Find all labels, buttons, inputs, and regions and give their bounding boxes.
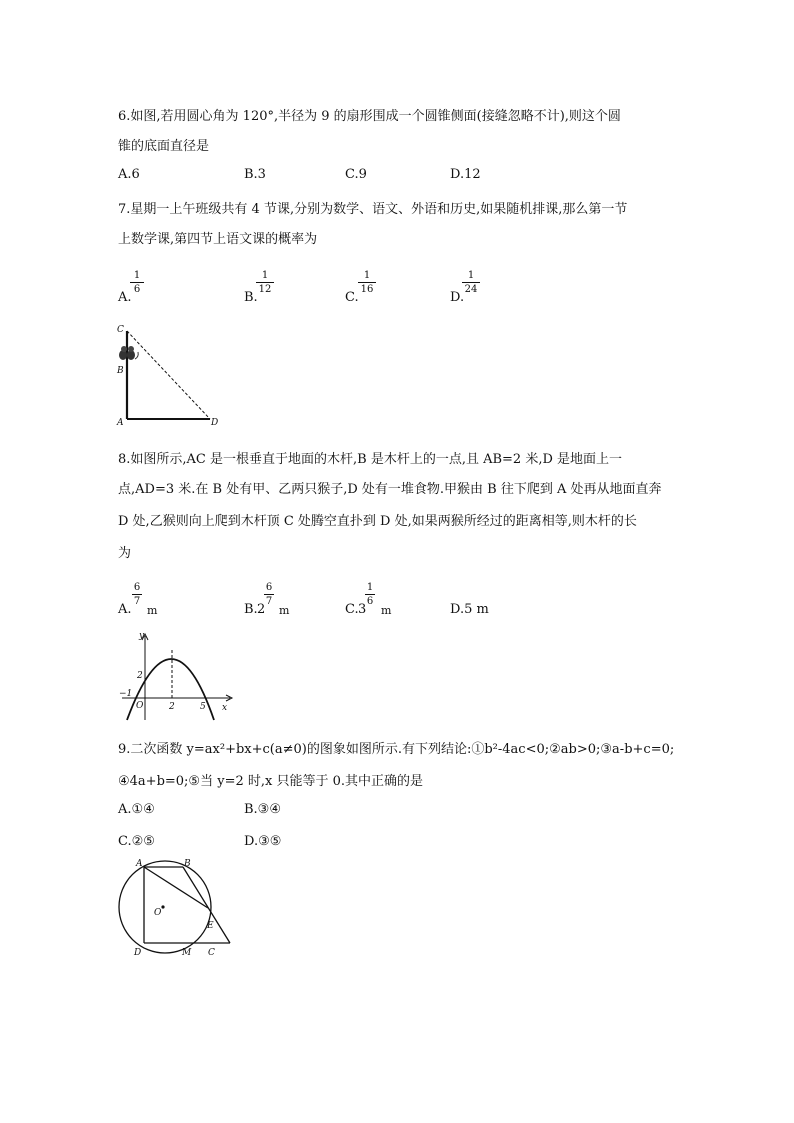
q8-line1: 8.如图所示,AC 是一根垂直于地面的木杆,B 是木杆上的一点,且 AB=2 米,D 是地面上一 [118, 452, 623, 467]
q8-jump-path [127, 331, 210, 419]
q6-line2: 锥的底面直径是 [118, 139, 210, 154]
q7-option-d-den: 24 [464, 284, 478, 295]
circle-label-o: O [154, 908, 162, 918]
q7-option-b-num: 1 [261, 270, 269, 281]
q8-option-b-whole: 2 [257, 602, 266, 617]
q8-option-c-num: 1 [366, 582, 374, 593]
q8-option-a-num: 6 [133, 582, 141, 593]
q8-option-c-fraction [365, 582, 375, 607]
segment-ae [144, 867, 208, 908]
q7-line1: 7.星期一上午班级共有 4 节课,分别为数学、语文、外语和历史,如果随机排课,那么第一节 [118, 202, 628, 217]
circle-label-a: A [136, 859, 143, 869]
q9-option-a: A.①④ [118, 802, 155, 817]
q9-label-y: y [139, 631, 145, 641]
q7-option-c-num: 1 [363, 270, 371, 281]
q9-label-neg1: −1 [119, 689, 133, 699]
q8-line3: D 处,乙猴则向上爬到木杆顶 C 处腾空直扑到 D 处,如果两猴所经过的距离相等,则木杆的长 [118, 514, 637, 529]
q8-option-b-unit: m [279, 604, 290, 617]
circle-label-b: B [184, 859, 191, 869]
monkey-icon [119, 346, 138, 360]
q8-label-a: A [117, 418, 124, 428]
q9-option-b: B.③④ [244, 802, 281, 817]
circle-label-e: E [207, 921, 214, 931]
q6-line1: 6.如图,若用圆心角为 120°,半径为 9 的扇形围成一个圆锥侧面(接缝忽略不计),则这个圆 [118, 109, 621, 124]
q8-option-b-num: 6 [265, 582, 273, 593]
q9-label-x2: 2 [169, 702, 175, 712]
q8-label-c: C [117, 325, 124, 335]
q7-option-c-den: 16 [360, 284, 374, 295]
circle-o [119, 861, 211, 953]
q7-line2: 上数学课,第四节上语文课的概率为 [118, 232, 318, 247]
q7-option-c-label: C. [345, 290, 359, 305]
q8-option-c-den: 6 [366, 596, 374, 607]
q8-option-a-den: 7 [133, 596, 141, 607]
q7-option-b-label: B. [244, 290, 258, 305]
q8-line2: 点,AD=3 米.在 B 处有甲、乙两只猴子,D 处有一堆食物.甲猴由 B 往下爬到 A 处再从地面直奔 [118, 482, 662, 497]
q9-graph [118, 632, 238, 724]
q8-label-b: B [117, 366, 124, 376]
q9-option-d: D.③⑤ [244, 834, 282, 849]
q8-option-a-unit: m [147, 604, 158, 617]
center-o-dot [161, 905, 164, 908]
q8-line4: 为 [118, 546, 132, 561]
q7-option-d-label: D. [450, 290, 465, 305]
q8-option-b-fraction [264, 582, 274, 607]
circle-label-c: C [208, 948, 215, 958]
circle-label-d: D [134, 948, 142, 958]
q9-line1: 9.二次函数 y=ax²+bx+c(a≠0)的图象如图所示.有下列结论:①b²-4ac<0;②ab>0;③a-b+c=0; [118, 742, 675, 757]
q7-option-b-fraction [256, 270, 274, 295]
q7-option-d-num: 1 [467, 270, 475, 281]
q7-option-a-num: 1 [133, 270, 141, 281]
segment-bc [183, 867, 230, 943]
q9-label-origin: O [136, 701, 144, 711]
circle-label-m: M [182, 948, 192, 958]
q6-option-c: C.9 [345, 167, 367, 182]
q8-option-a-label: A. [118, 602, 132, 617]
q8-option-a-fraction [132, 582, 142, 607]
q9-label-x: x [222, 703, 228, 713]
q9-label-x5: 5 [200, 702, 206, 712]
q7-option-a-fraction [130, 270, 144, 295]
q7-option-b-den: 12 [258, 284, 272, 295]
q9-label-y2: 2 [137, 671, 143, 681]
q9-option-c: C.②⑤ [118, 834, 155, 849]
q6-option-a: A.6 [118, 167, 140, 182]
q6-option-b: B.3 [244, 167, 266, 182]
q7-option-a-label: A. [118, 290, 132, 305]
q8-option-c-whole: 3 [358, 602, 367, 617]
q8-label-d: D [211, 418, 219, 428]
q9-line2: ④4a+b=0;⑤当 y=2 时,x 只能等于 0.其中正确的是 [118, 774, 423, 789]
q7-option-c-fraction [358, 270, 376, 295]
q8-option-b-den: 7 [265, 596, 273, 607]
q7-option-a-den: 6 [133, 284, 141, 295]
q6-option-d: D.12 [450, 167, 481, 182]
q8-option-d: D.5 m [450, 602, 489, 617]
q8-figure [115, 325, 225, 430]
q8-option-b-label: B. [244, 602, 258, 617]
q7-option-d-fraction [462, 270, 480, 295]
q8-option-c-label: C. [345, 602, 359, 617]
q8-option-c-unit: m [381, 604, 392, 617]
circle-figure [118, 858, 238, 960]
